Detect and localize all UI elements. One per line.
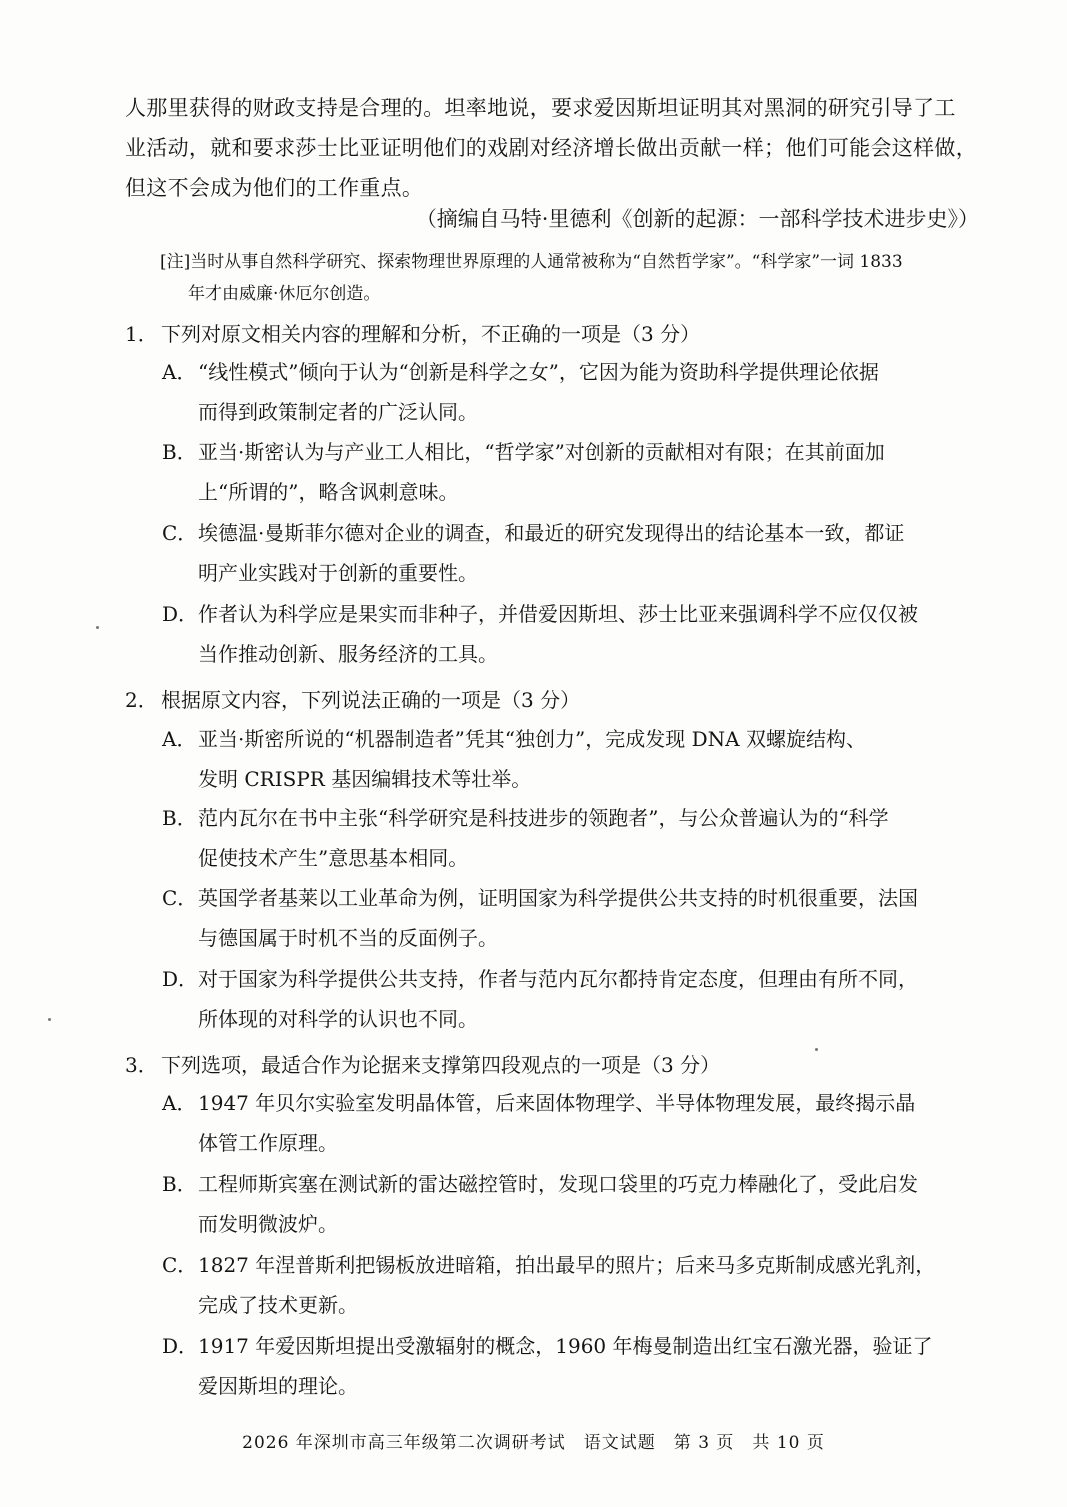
question-number: 1． [125,322,158,346]
option-letter: C． [162,521,198,545]
question-text: 根据原文内容，下列说法正确的一项是（3 分） [161,688,581,712]
question-1-option-c [162,513,1002,593]
option-letter: D． [162,602,199,626]
option-text: 1917 年爱因斯坦提出受激辐射的概念，1960 年梅曼制造出红宝石激光器，验证了 [198,1334,933,1358]
option-letter: A． [162,1091,197,1115]
option-text: 英国学者基莱以工业革命为例，证明国家为科学提供公共支持的时机很重要，法国 [198,886,918,910]
option-text: 完成了技术更新。 [198,1293,358,1317]
footnote-line: 年才由威廉·休厄尔创造。 [188,284,381,304]
option-text: 亚当·斯密认为与产业工人相比，“哲学家”对创新的贡献相对有限；在其前面加 [198,440,885,464]
option-text: 上“所谓的”，略含讽刺意味。 [198,480,459,504]
question-number: 3． [125,1053,158,1077]
option-text: 而得到政策制定者的广泛认同。 [198,400,478,424]
option-letter: B． [162,1172,197,1196]
footnote [160,246,1000,310]
option-text: 当作推动创新、服务经济的工具。 [198,642,498,666]
option-text: 体管工作原理。 [198,1131,338,1155]
question-2-stem [125,684,1005,713]
option-letter: B． [162,806,197,830]
option-text: “线性模式”倾向于认为“创新是科学之女”，它因为能为资助科学提供理论依据 [198,360,879,384]
page-footer: 2026 年深圳市高三年级第二次调研考试 语文试题 第 3 页 共 10 页 [242,1433,825,1453]
option-text: 作者认为科学应是果实而非种子，并借爱因斯坦、莎士比亚来强调科学不应仅仅被 [198,602,918,626]
question-2-option-c [162,878,1002,958]
option-text: 1827 年涅普斯利把锡板放进暗箱，拍出最早的照片；后来马多克斯制成感光乳剂， [198,1253,936,1277]
question-2-option-a [162,719,1002,799]
option-text: 明产业实践对于创新的重要性。 [198,561,478,585]
scan-speck [96,626,99,629]
option-letter: B． [162,440,197,464]
source-citation: （摘编自马特·里德利《创新的起源：一部科学技术进步史》） [415,207,979,231]
option-text: 与德国属于时机不当的反面例子。 [198,926,498,950]
intro-paragraph [125,88,995,208]
scan-speck [48,1018,51,1021]
question-text: 下列对原文相关内容的理解和分析，不正确的一项是（3 分） [161,322,701,346]
option-text: 1947 年贝尔实验室发明晶体管，后来固体物理学、半导体物理发展，最终揭示晶 [198,1091,916,1115]
question-3-option-a [162,1083,1002,1163]
option-text: 所体现的对科学的认识也不同。 [198,1007,478,1031]
question-number: 2． [125,688,158,712]
option-text: 范内瓦尔在书中主张“科学研究是科技进步的领跑者”，与公众普遍认为的“科学 [198,806,889,830]
option-letter: C． [162,1253,198,1277]
option-letter: D． [162,967,199,991]
question-2-option-b [162,798,1002,878]
option-text: 促使技术产生”意思基本相同。 [198,846,469,870]
intro-line: 业活动，就和要求莎士比亚证明他们的戏剧对经济增长做出贡献一样；他们可能会这样做， [125,136,977,160]
option-letter: A． [162,727,197,751]
question-3-option-b [162,1164,1002,1244]
question-3-stem [125,1049,1005,1078]
option-text: 亚当·斯密所说的“机器制造者”凭其“独创力”，完成发现 DNA 双螺旋结构、 [198,727,866,751]
question-3-option-c [162,1245,1002,1325]
option-text: 埃德温·曼斯菲尔德对企业的调查，和最近的研究发现得出的结论基本一致，都证 [198,521,905,545]
option-letter: A． [162,360,197,384]
option-letter: C． [162,886,198,910]
intro-line: 但这不会成为他们的工作重点。 [125,176,424,200]
intro-line: 人那里获得的财政支持是合理的。坦率地说，要求爱因斯坦证明其对黑洞的研究引导了工 [125,96,956,120]
question-1-option-b [162,432,1002,512]
option-text: 发明 CRISPR 基因编辑技术等壮举。 [198,767,532,791]
question-1-stem [125,318,1005,347]
scan-speck [815,1048,818,1051]
option-text: 对于国家为科学提供公共支持，作者与范内瓦尔都持肯定态度，但理由有所不同， [198,967,918,991]
question-text: 下列选项，最适合作为论据来支撑第四段观点的一项是（3 分） [161,1053,721,1077]
footnote-line: [注]当时从事自然科学研究、探索物理世界原理的人通常被称为“自然哲学家”。“科学家”一词 1833 [160,252,903,272]
option-text: 而发明微波炉。 [198,1212,338,1236]
option-text: 工程师斯宾塞在测试新的雷达磁控管时，发现口袋里的巧克力棒融化了，受此启发 [198,1172,918,1196]
option-text: 爱因斯坦的理论。 [198,1374,358,1398]
question-2-option-d [162,959,1002,1039]
option-letter: D． [162,1334,199,1358]
question-1-option-a [162,352,1002,432]
question-3-option-d [162,1326,1002,1406]
question-1-option-d [162,594,1002,674]
